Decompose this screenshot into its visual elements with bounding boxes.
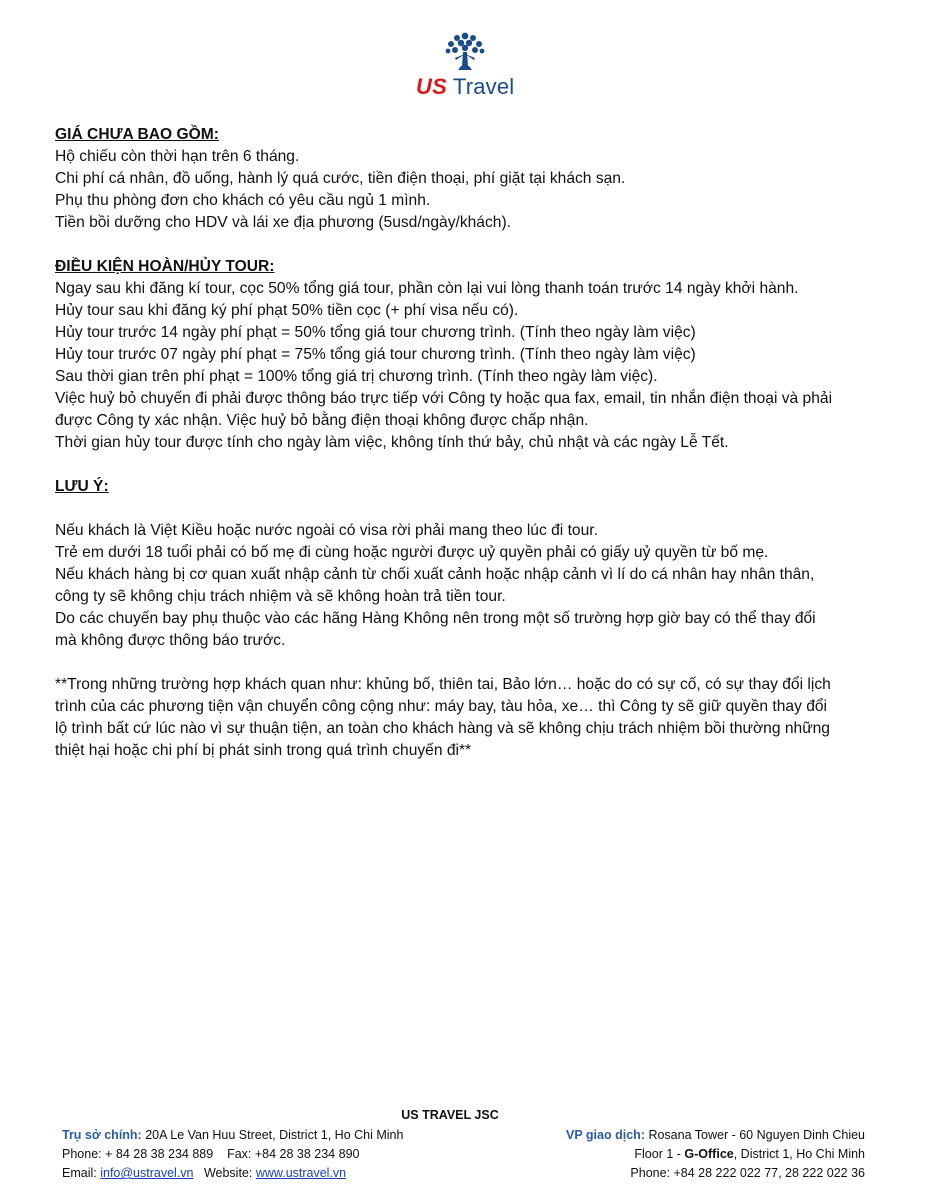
- branch-floor-name: G-Office: [684, 1147, 734, 1161]
- note-line: Do các chuyến bay phụ thuộc vào các hãng Hàng Không nên trong một số trường hợp giờ bay có thể thay đổi: [55, 610, 816, 627]
- exclusion-line: Tiền bồi dưỡng cho HDV và lái xe địa phương (5usd/ngày/khách).: [55, 214, 511, 231]
- disclaimer-line: **Trong những trường hợp khách quan như: khủng bố, thiên tai, Bảo lớn… hoặc do có sự cố, có sự thay đổi lịch: [55, 676, 831, 693]
- exclusions-heading: GIÁ CHƯA BAO GỒM:: [55, 126, 219, 143]
- exclusion-line: Chi phí cá nhân, đồ uống, hành lý quá cước, tiền điện thoại, phí giặt tại khách sạn.: [55, 170, 626, 187]
- head-office-label: Trụ sở chính:: [62, 1128, 142, 1142]
- cancellation-line: được Công ty xác nhận. Việc huỷ bỏ bằng điện thoại không được chấp nhận.: [55, 412, 589, 429]
- branch-office-block: [566, 1126, 865, 1183]
- company-name: US TRAVEL JSC: [401, 1108, 499, 1122]
- exclusion-line: Phụ thu phòng đơn cho khách có yêu cầu ngủ 1 mình.: [55, 192, 431, 209]
- logo-wordmark: US Travel: [416, 74, 515, 99]
- branch-floor-prefix: Floor 1 -: [634, 1147, 685, 1161]
- cancellation-heading: ĐIỀU KIỆN HOÀN/HỦY TOUR:: [55, 258, 275, 275]
- cancellation-line: Hủy tour trước 14 ngày phí phạt = 50% tổng giá tour chương trình. (Tính theo ngày làm việc): [55, 324, 696, 341]
- document-body: [55, 124, 885, 762]
- note-line: Trẻ em dưới 18 tuổi phải có bố mẹ đi cùng hoặc người được uỷ quyền phải có giấy uỷ quyền từ bố mẹ.: [55, 544, 769, 561]
- exclusion-line: Hộ chiếu còn thời hạn trên 6 tháng.: [55, 148, 300, 165]
- cancellation-line: Hủy tour sau khi đăng ký phí phạt 50% tiền cọc (+ phí visa nếu có).: [55, 302, 519, 319]
- cancellation-line: Thời gian hủy tour được tính cho ngày làm việc, không tính thứ bảy, chủ nhật và các ngày Lễ Tết.: [55, 434, 729, 451]
- head-office-phone: Phone: + 84 28 38 234 889 Fax: +84 28 38 234 890: [62, 1147, 360, 1161]
- disclaimer-line: trình của các phương tiện vận chuyển công cộng như: máy bay, tàu hỏa, xe… thì Công ty sẽ giữ quyền thay đổi: [55, 698, 828, 715]
- email-label: Email:: [62, 1166, 97, 1180]
- head-office-address: 20A Le Van Huu Street, District 1, Ho Chi Minh: [145, 1128, 404, 1142]
- branch-floor-suffix: , District 1, Ho Chi Minh: [733, 1147, 865, 1161]
- note-line: công ty sẽ không chịu trách nhiệm và sẽ không hoàn trả tiền tour.: [55, 588, 506, 605]
- cancellation-line: Hủy tour trước 07 ngày phí phạt = 75% tổng giá tour chương trình. (Tính theo ngày làm việc): [55, 346, 696, 363]
- email-link[interactable]: info@ustravel.vn: [100, 1166, 194, 1180]
- cancellation-line: Ngay sau khi đăng kí tour, cọc 50% tổng giá tour, phần còn lại vui lòng thanh toán trước 14 ngày khởi hành.: [55, 280, 799, 297]
- website-link[interactable]: www.ustravel.vn: [255, 1166, 347, 1180]
- note-line: Nếu khách hàng bị cơ quan xuất nhập cảnh từ chối xuất cảnh hoặc nhập cảnh vì lí do cá nhân hay nhân thân,: [55, 566, 815, 583]
- branch-office-phone: Phone: +84 28 222 022 77, 28 222 022 36: [630, 1166, 865, 1180]
- website-label: Website:: [203, 1166, 253, 1180]
- notes-heading: LƯU Ý:: [55, 478, 109, 495]
- note-line: mà không được thông báo trước.: [55, 632, 286, 649]
- branch-office-address: Rosana Tower - 60 Nguyen Dinh Chieu: [648, 1128, 865, 1142]
- note-line: Nếu khách là Việt Kiều hoặc nước ngoài có visa rời phải mang theo lúc đi tour.: [55, 522, 598, 539]
- head-office-block: [62, 1126, 403, 1183]
- branch-office-label: VP giao dịch:: [566, 1128, 645, 1142]
- cancellation-line: Sau thời gian trên phí phạt = 100% tổng giá trị chương trình. (Tính theo ngày làm việc).: [55, 368, 658, 385]
- disclaimer-line: lộ trình bất cứ lúc nào vì sự thuận tiện, an toàn cho khách hàng và sẽ không chịu trách nhiệm bồi thường những: [55, 720, 830, 737]
- tree-icon: [442, 30, 488, 74]
- cancellation-line: Việc huỷ bỏ chuyến đi phải được thông báo trực tiếp với Công ty hoặc qua fax, email, tin nhắn điện thoại và phải: [55, 390, 833, 407]
- us-travel-logo: [410, 30, 520, 100]
- disclaimer-line: thiệt hại hoặc chi phí bị phát sinh trong quá trình chuyến đi**: [55, 742, 472, 759]
